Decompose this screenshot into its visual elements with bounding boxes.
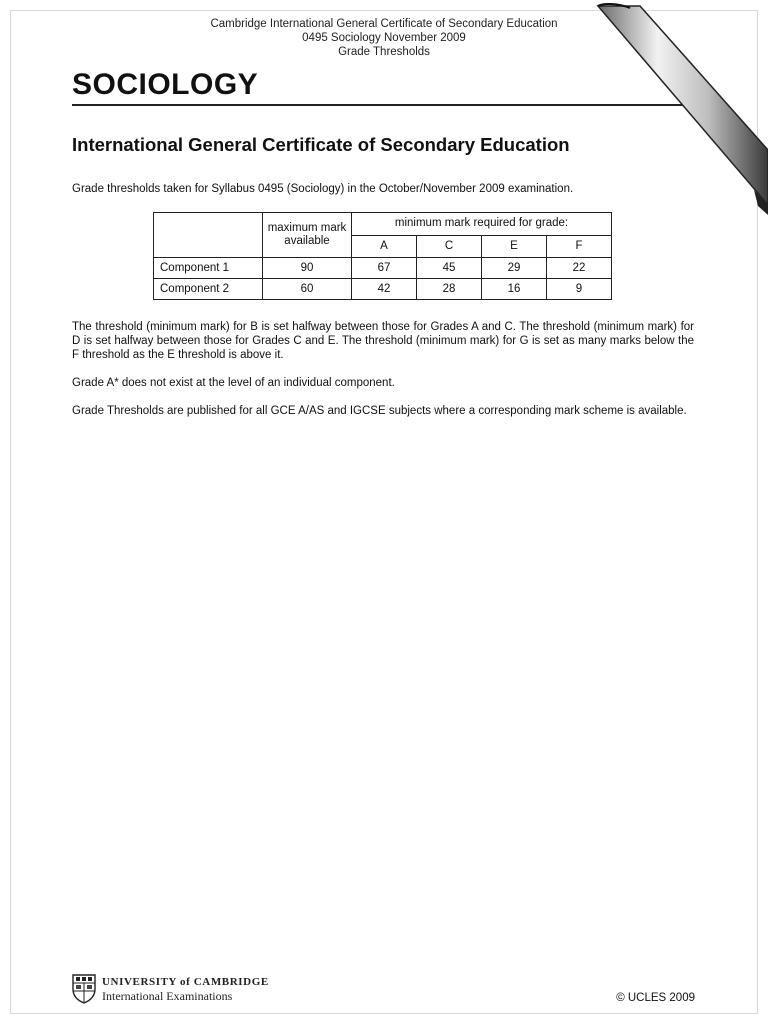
header-line-qualification: Cambridge International General Certificate of Secondary Education — [210, 18, 558, 30]
min-mark-header: minimum mark required for grade: — [352, 213, 612, 236]
mark-cell-a: 42 — [352, 279, 417, 300]
component-label: Component 1 — [154, 258, 263, 279]
title-divider — [72, 104, 694, 106]
mark-cell-c: 45 — [417, 258, 482, 279]
grade-header-e: E — [482, 235, 547, 258]
grade-header-a: A — [352, 235, 417, 258]
mark-cell-f: 22 — [547, 258, 612, 279]
max-mark-header-text: maximum mark available — [267, 222, 347, 247]
grade-astar-note: Grade A* does not exist at the level of an individual component. — [72, 377, 395, 389]
document-header — [0, 17, 768, 59]
table-header-row — [154, 213, 612, 236]
mark-cell-a: 67 — [352, 258, 417, 279]
grade-header-c: C — [417, 235, 482, 258]
page-frame — [10, 10, 758, 1014]
max-mark-cell: 90 — [263, 258, 352, 279]
logo-board-name: International Examinations — [102, 989, 233, 1003]
threshold-note: The threshold (minimum mark) for B is set halfway between those for Grades A and C. The threshold (minimum mark) for D is set halfway between those for Grades C and E. The threshold (minimum mark) for G is set as many marks below the F threshold as the E threshold is above it. — [72, 321, 694, 361]
table-corner-cell — [154, 213, 263, 258]
header-line-syllabus: 0495 Sociology November 2009 — [302, 32, 466, 44]
mark-cell-f: 9 — [547, 279, 612, 300]
header-line-doc-type: Grade Thresholds — [338, 46, 430, 58]
copyright-notice: © UCLES 2009 — [616, 992, 695, 1004]
component-label: Component 2 — [154, 279, 263, 300]
grade-header-f: F — [547, 235, 612, 258]
table-row — [154, 258, 612, 279]
logo-university-name: UNIVERSITY of CAMBRIDGE — [102, 976, 269, 988]
mark-cell-e: 29 — [482, 258, 547, 279]
max-mark-header — [263, 213, 352, 258]
cambridge-crest-icon — [72, 974, 96, 1004]
qualification-title: International General Certificate of Secondary Education — [72, 134, 570, 155]
grade-threshold-table — [153, 212, 612, 300]
university-logo — [72, 974, 269, 1004]
subject-title: SOCIOLOGY — [72, 68, 259, 101]
max-mark-cell: 60 — [263, 279, 352, 300]
mark-cell-c: 28 — [417, 279, 482, 300]
table-row — [154, 279, 612, 300]
mark-cell-e: 16 — [482, 279, 547, 300]
intro-text: Grade thresholds taken for Syllabus 0495 (Sociology) in the October/November 2009 examination. — [72, 183, 574, 195]
publication-note: Grade Thresholds are published for all GCE A/AS and IGCSE subjects where a corresponding mark scheme is available. — [72, 405, 687, 417]
